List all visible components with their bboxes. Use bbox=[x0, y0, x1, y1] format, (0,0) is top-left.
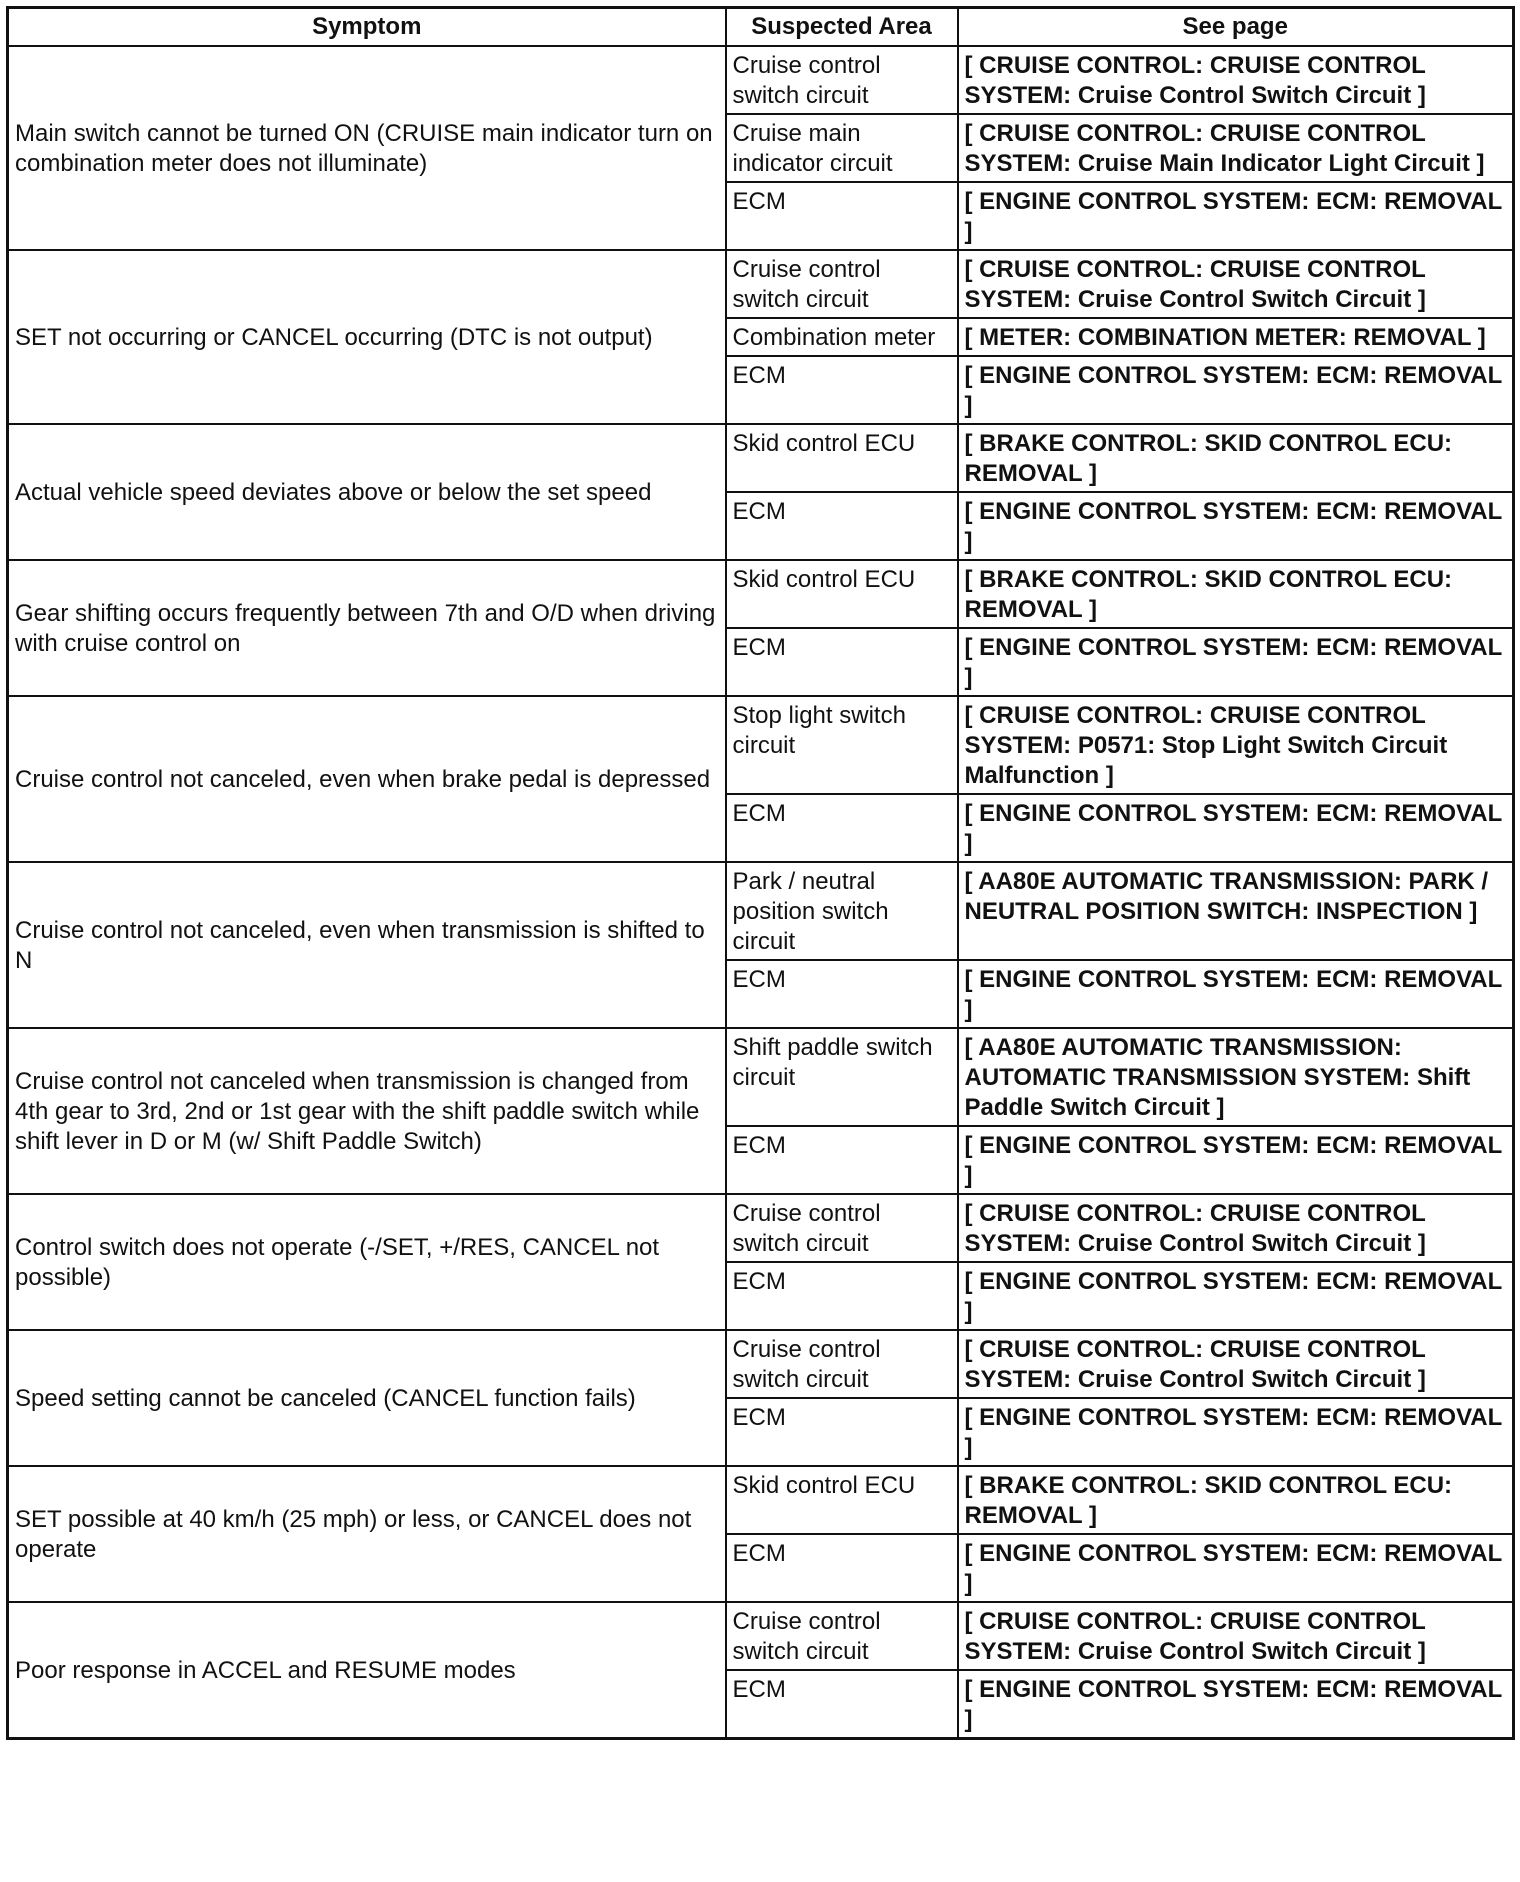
suspected-area-cell: ECM bbox=[726, 628, 958, 696]
see-page-link[interactable]: [ CRUISE CONTROL: CRUISE CONTROL SYSTEM: Cruise Control Switch Circuit ] bbox=[958, 1194, 1514, 1262]
suspected-area-cell: Cruise control switch circuit bbox=[726, 1330, 958, 1398]
suspected-area-cell: Cruise control switch circuit bbox=[726, 1194, 958, 1262]
header-suspected-area: Suspected Area bbox=[726, 8, 958, 47]
suspected-area-cell: ECM bbox=[726, 1670, 958, 1739]
symptom-cell: Speed setting cannot be canceled (CANCEL function fails) bbox=[8, 1330, 726, 1466]
see-page-link[interactable]: [ ENGINE CONTROL SYSTEM: ECM: REMOVAL ] bbox=[958, 960, 1514, 1028]
see-page-link[interactable]: [ ENGINE CONTROL SYSTEM: ECM: REMOVAL ] bbox=[958, 628, 1514, 696]
suspected-area-cell: Cruise main indicator circuit bbox=[726, 114, 958, 182]
symptom-cell: Actual vehicle speed deviates above or below the set speed bbox=[8, 424, 726, 560]
suspected-area-cell: ECM bbox=[726, 356, 958, 424]
suspected-area-cell: Skid control ECU bbox=[726, 424, 958, 492]
symptom-cell: SET not occurring or CANCEL occurring (DTC is not output) bbox=[8, 250, 726, 424]
suspected-area-cell: Cruise control switch circuit bbox=[726, 250, 958, 318]
suspected-area-cell: ECM bbox=[726, 492, 958, 560]
header-symptom: Symptom bbox=[8, 8, 726, 47]
problem-symptoms-table bbox=[6, 6, 1515, 1740]
see-page-link[interactable]: [ CRUISE CONTROL: CRUISE CONTROL SYSTEM: Cruise Control Switch Circuit ] bbox=[958, 46, 1514, 114]
symptom-cell: Poor response in ACCEL and RESUME modes bbox=[8, 1602, 726, 1739]
see-page-link[interactable]: [ AA80E AUTOMATIC TRANSMISSION: PARK / NEUTRAL POSITION SWITCH: INSPECTION ] bbox=[958, 862, 1514, 960]
suspected-area-cell: ECM bbox=[726, 1126, 958, 1194]
see-page-link[interactable]: [ CRUISE CONTROL: CRUISE CONTROL SYSTEM: Cruise Control Switch Circuit ] bbox=[958, 1602, 1514, 1670]
suspected-area-cell: ECM bbox=[726, 960, 958, 1028]
suspected-area-cell: Shift paddle switch circuit bbox=[726, 1028, 958, 1126]
symptom-cell: Cruise control not canceled when transmission is changed from 4th gear to 3rd, 2nd or 1st gear with the shift paddle switch while shift lever in D or M (w/ Shift Paddle Switch) bbox=[8, 1028, 726, 1194]
see-page-link[interactable]: [ ENGINE CONTROL SYSTEM: ECM: REMOVAL ] bbox=[958, 794, 1514, 862]
see-page-link[interactable]: [ ENGINE CONTROL SYSTEM: ECM: REMOVAL ] bbox=[958, 1534, 1514, 1602]
header-see-page: See page bbox=[958, 8, 1514, 47]
see-page-link[interactable]: [ CRUISE CONTROL: CRUISE CONTROL SYSTEM: Cruise Main Indicator Light Circuit ] bbox=[958, 114, 1514, 182]
see-page-link[interactable]: [ ENGINE CONTROL SYSTEM: ECM: REMOVAL ] bbox=[958, 356, 1514, 424]
suspected-area-cell: ECM bbox=[726, 182, 958, 250]
table-row bbox=[8, 250, 1514, 318]
see-page-link[interactable]: [ BRAKE CONTROL: SKID CONTROL ECU: REMOVAL ] bbox=[958, 1466, 1514, 1534]
see-page-link[interactable]: [ ENGINE CONTROL SYSTEM: ECM: REMOVAL ] bbox=[958, 1262, 1514, 1330]
see-page-link[interactable]: [ CRUISE CONTROL: CRUISE CONTROL SYSTEM: P0571: Stop Light Switch Circuit Malfunction ] bbox=[958, 696, 1514, 794]
table-row bbox=[8, 424, 1514, 492]
table-body bbox=[8, 46, 1514, 1739]
suspected-area-cell: Park / neutral position switch circuit bbox=[726, 862, 958, 960]
suspected-area-cell: ECM bbox=[726, 1262, 958, 1330]
suspected-area-cell: Skid control ECU bbox=[726, 560, 958, 628]
see-page-link[interactable]: [ CRUISE CONTROL: CRUISE CONTROL SYSTEM: Cruise Control Switch Circuit ] bbox=[958, 250, 1514, 318]
symptom-cell: Control switch does not operate (-/SET, +/RES, CANCEL not possible) bbox=[8, 1194, 726, 1330]
suspected-area-cell: Combination meter bbox=[726, 318, 958, 356]
suspected-area-cell: Cruise control switch circuit bbox=[726, 1602, 958, 1670]
see-page-link[interactable]: [ BRAKE CONTROL: SKID CONTROL ECU: REMOVAL ] bbox=[958, 424, 1514, 492]
suspected-area-cell: Stop light switch circuit bbox=[726, 696, 958, 794]
table-row bbox=[8, 1028, 1514, 1126]
see-page-link[interactable]: [ AA80E AUTOMATIC TRANSMISSION: AUTOMATIC TRANSMISSION SYSTEM: Shift Paddle Switch Circuit ] bbox=[958, 1028, 1514, 1126]
suspected-area-cell: Skid control ECU bbox=[726, 1466, 958, 1534]
symptom-cell: Main switch cannot be turned ON (CRUISE main indicator turn on combination meter does not illuminate) bbox=[8, 46, 726, 250]
see-page-link[interactable]: [ CRUISE CONTROL: CRUISE CONTROL SYSTEM: Cruise Control Switch Circuit ] bbox=[958, 1330, 1514, 1398]
symptom-cell: Cruise control not canceled, even when brake pedal is depressed bbox=[8, 696, 726, 862]
table-row bbox=[8, 46, 1514, 114]
see-page-link[interactable]: [ METER: COMBINATION METER: REMOVAL ] bbox=[958, 318, 1514, 356]
see-page-link[interactable]: [ BRAKE CONTROL: SKID CONTROL ECU: REMOVAL ] bbox=[958, 560, 1514, 628]
see-page-link[interactable]: [ ENGINE CONTROL SYSTEM: ECM: REMOVAL ] bbox=[958, 1126, 1514, 1194]
see-page-link[interactable]: [ ENGINE CONTROL SYSTEM: ECM: REMOVAL ] bbox=[958, 1670, 1514, 1739]
table-row bbox=[8, 560, 1514, 628]
table-row bbox=[8, 1194, 1514, 1262]
symptom-cell: Cruise control not canceled, even when transmission is shifted to N bbox=[8, 862, 726, 1028]
table-header-row bbox=[8, 8, 1514, 47]
table-row bbox=[8, 696, 1514, 794]
see-page-link[interactable]: [ ENGINE CONTROL SYSTEM: ECM: REMOVAL ] bbox=[958, 1398, 1514, 1466]
symptom-cell: SET possible at 40 km/h (25 mph) or less, or CANCEL does not operate bbox=[8, 1466, 726, 1602]
suspected-area-cell: ECM bbox=[726, 1398, 958, 1466]
table-row bbox=[8, 1602, 1514, 1670]
symptom-cell: Gear shifting occurs frequently between 7th and O/D when driving with cruise control on bbox=[8, 560, 726, 696]
table-row bbox=[8, 1330, 1514, 1398]
table-row bbox=[8, 1466, 1514, 1534]
suspected-area-cell: ECM bbox=[726, 794, 958, 862]
see-page-link[interactable]: [ ENGINE CONTROL SYSTEM: ECM: REMOVAL ] bbox=[958, 182, 1514, 250]
table-row bbox=[8, 862, 1514, 960]
see-page-link[interactable]: [ ENGINE CONTROL SYSTEM: ECM: REMOVAL ] bbox=[958, 492, 1514, 560]
suspected-area-cell: ECM bbox=[726, 1534, 958, 1602]
suspected-area-cell: Cruise control switch circuit bbox=[726, 46, 958, 114]
